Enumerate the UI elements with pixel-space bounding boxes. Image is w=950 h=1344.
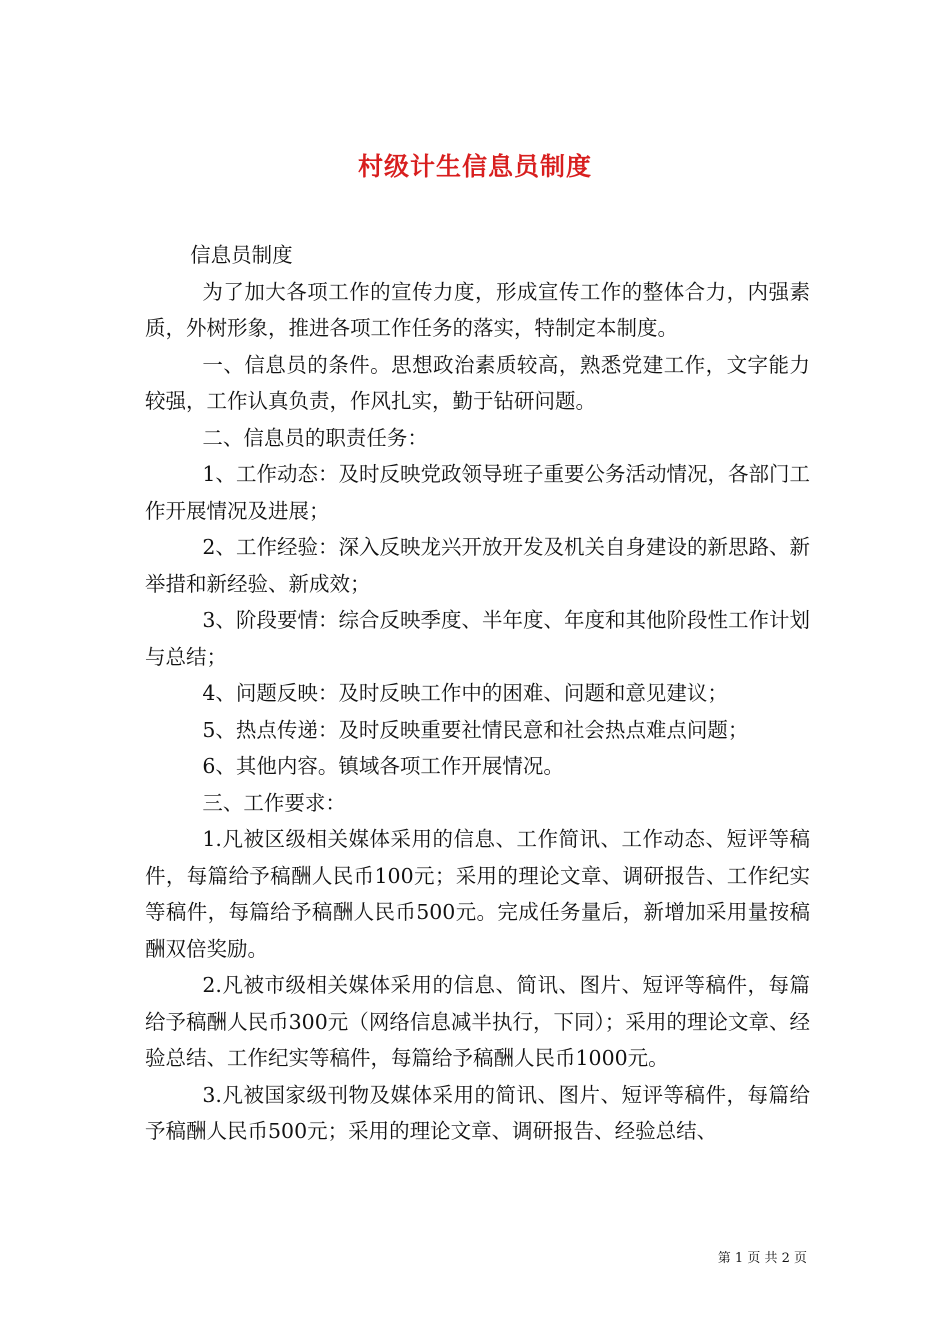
section-heading: 二、信息员的职责任务：: [202, 425, 428, 450]
list-item: 3.凡被国家级刊物及媒体采用的简讯、图片、短评等稿件，每篇给予稿酬人民币500元；采用的理论文章、调研报告、经验总结、: [145, 1082, 810, 1143]
document-subtitle: 信息员制度: [190, 243, 293, 267]
list-item: 4、问题反映：及时反映工作中的困难、问题和意见建议；: [202, 681, 728, 705]
list-item: 1、工作动态：及时反映党政领导班子重要公务活动情况，各部门工作开展情况及进展；: [145, 462, 810, 523]
document-body: [145, 237, 810, 1150]
section-heading: 三、工作要求：: [202, 790, 346, 815]
paragraph: 一、信息员的条件。思想政治素质较高，熟悉党建工作，文字能力较强，工作认真负责，作风扎实，勤于钻研问题。: [145, 352, 810, 413]
list-item: 2、工作经验：深入反映龙兴开放开发及机关自身建设的新思路、新举措和新经验、新成效；: [145, 535, 810, 596]
page-title: 村级计生信息员制度: [357, 151, 592, 181]
list-item: 3、阶段要情：综合反映季度、半年度、年度和其他阶段性工作计划与总结；: [145, 608, 810, 669]
list-item: 1.凡被区级相关媒体采用的信息、工作简讯、工作动态、短评等稿件，每篇给予稿酬人民币100元；采用的理论文章、调研报告、工作纪实等稿件，每篇给予稿酬人民币500元。完成任务量后，新增加采用量按稿酬双倍奖励。: [145, 827, 810, 961]
paragraph: 为了加大各项工作的宣传力度，形成宣传工作的整体合力，内强素质，外树形象，推进各项工作任务的落实，特制定本制度。: [145, 279, 810, 340]
list-item: 5、热点传递：及时反映重要社情民意和社会热点难点问题；: [202, 717, 749, 742]
list-item: 6、其他内容。镇域各项工作开展情况。: [202, 754, 564, 778]
list-item: 2.凡被市级相关媒体采用的信息、简讯、图片、短评等稿件，每篇给予稿酬人民币300元（网络信息减半执行，下同）；采用的理论文章、经验总结、工作纪实等稿件，每篇给予稿酬人民币1000元。: [145, 973, 810, 1070]
page-indicator: 第 1 页 共 2 页: [717, 1251, 807, 1266]
